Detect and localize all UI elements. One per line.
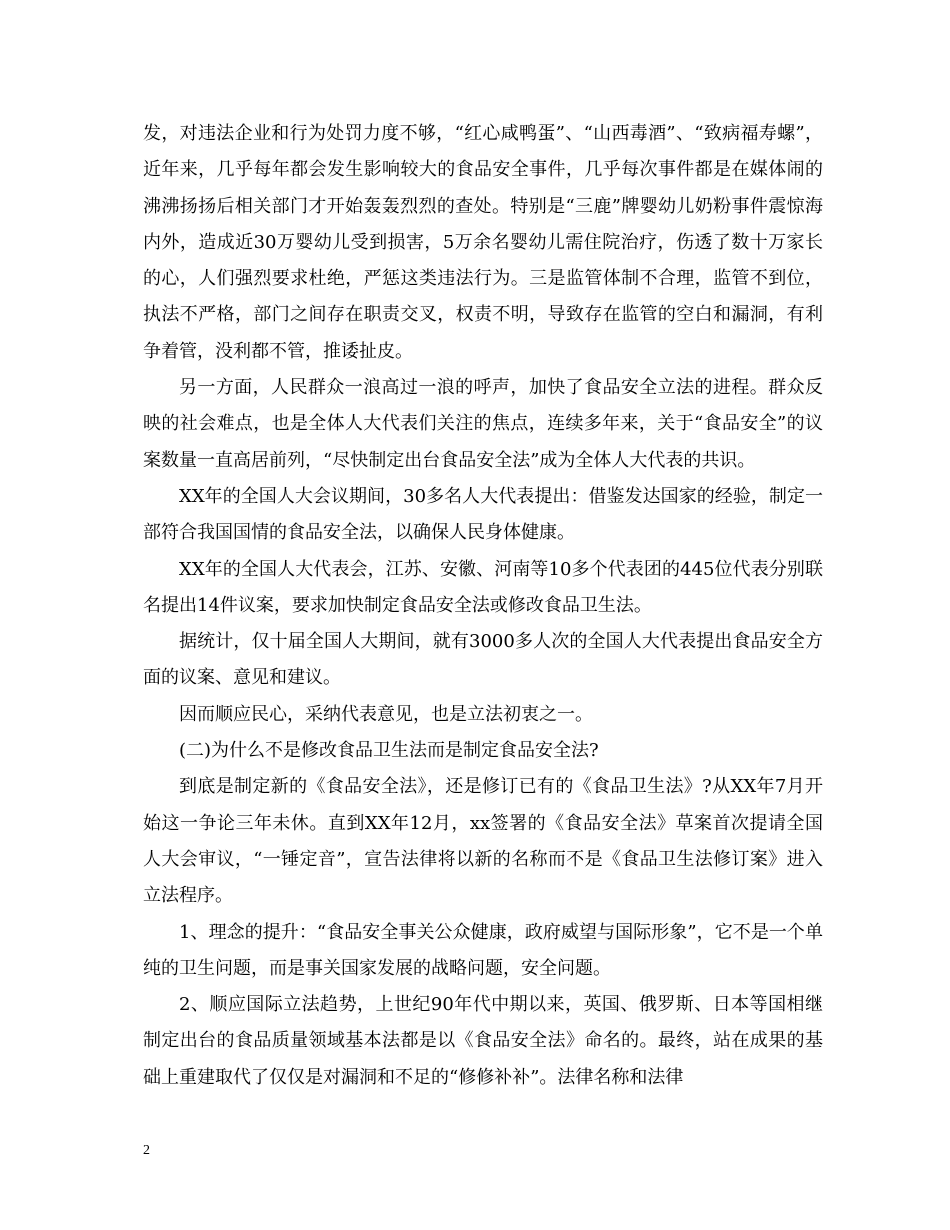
paragraph-3: XX年的全国人大会议期间，30多名人大代表提出：借鉴发达国家的经验，制定一部符合我国国情的食品安全法，以确保人民身体健康。 (143, 485, 823, 544)
list-item-2: 2、顺应国际立法趋势，上世纪90年代中期以来，英国、俄罗斯、日本等国相继制定出台的食品质量领域基本法都是以《食品安全法》命名的。最终，站在成果的基础上重建取代了仅仅是对漏洞和不足的“修修补补”。法律名称和法律 (143, 994, 823, 1088)
paragraph-4: XX年的全国人大代表会，江苏、安徽、河南等10多个代表团的445位代表分别联名提出14件议案，要求加快制定食品安全法或修改食品卫生法。 (143, 558, 823, 616)
document-body (143, 116, 823, 1096)
paragraph-6: 因而顺应民心，采纳代表意见，也是立法初衷之一。 (179, 703, 593, 725)
page-number: 2 (143, 1143, 150, 1158)
section-heading: (二)为什么不是修改食品卫生法而是制定食品安全法? (179, 740, 599, 762)
paragraph-5: 据统计，仅十届全国人大期间，就有3000多人次的全国人大代表提出食品安全方面的议案、意见和建议。 (143, 631, 823, 689)
paragraph-8: 到底是制定新的《食品安全法》，还是修订已有的《食品卫生法》?从XX年7月开始这一争论三年未休。直到XX年12月，xx签署的《食品安全法》草案首次提请全国人大会审议，“一锤定音”，宣告法律将以新的名称而不是《食品卫生法修订案》进入立法程序。 (143, 776, 823, 907)
paragraph-2: 另一方面，人民群众一浪高过一浪的呼声，加快了食品安全立法的进程。群众反映的社会难点，也是全体人大代表们关注的焦点，连续多年来，关于“食品安全”的议案数量一直高居前列，“尽快制定出台食品安全法”成为全体人大代表的共识。 (143, 377, 823, 471)
list-item-1: 1、理念的提升：“食品安全事关公众健康，政府威望与国际形象”，它不是一个单纯的卫生问题，而是事关国家发展的战略问题，安全问题。 (143, 921, 823, 979)
paragraph-1: 发，对违法企业和行为处罚力度不够，“红心咸鸭蛋”、“山西毒酒”、“致病福寿螺”，近年来，几乎每年都会发生影响较大的食品安全事件，几乎每次事件都是在媒体闹的沸沸扬扬后相关部门才开始轰轰烈烈的查处。特别是“三鹿”牌婴幼儿奶粉事件震惊海内外，造成近30万婴幼儿受到损害，5万余名婴幼儿需住院治疗，伤透了数十万家长的心，人们强烈要求杜绝，严惩这类违法行为。三是监管体制不合理，监管不到位，执法不严格，部门之间存在职责交叉，权责不明，导致存在监管的空白和漏洞，有利争着管，没利都不管，推诿扯皮。 (143, 123, 823, 362)
